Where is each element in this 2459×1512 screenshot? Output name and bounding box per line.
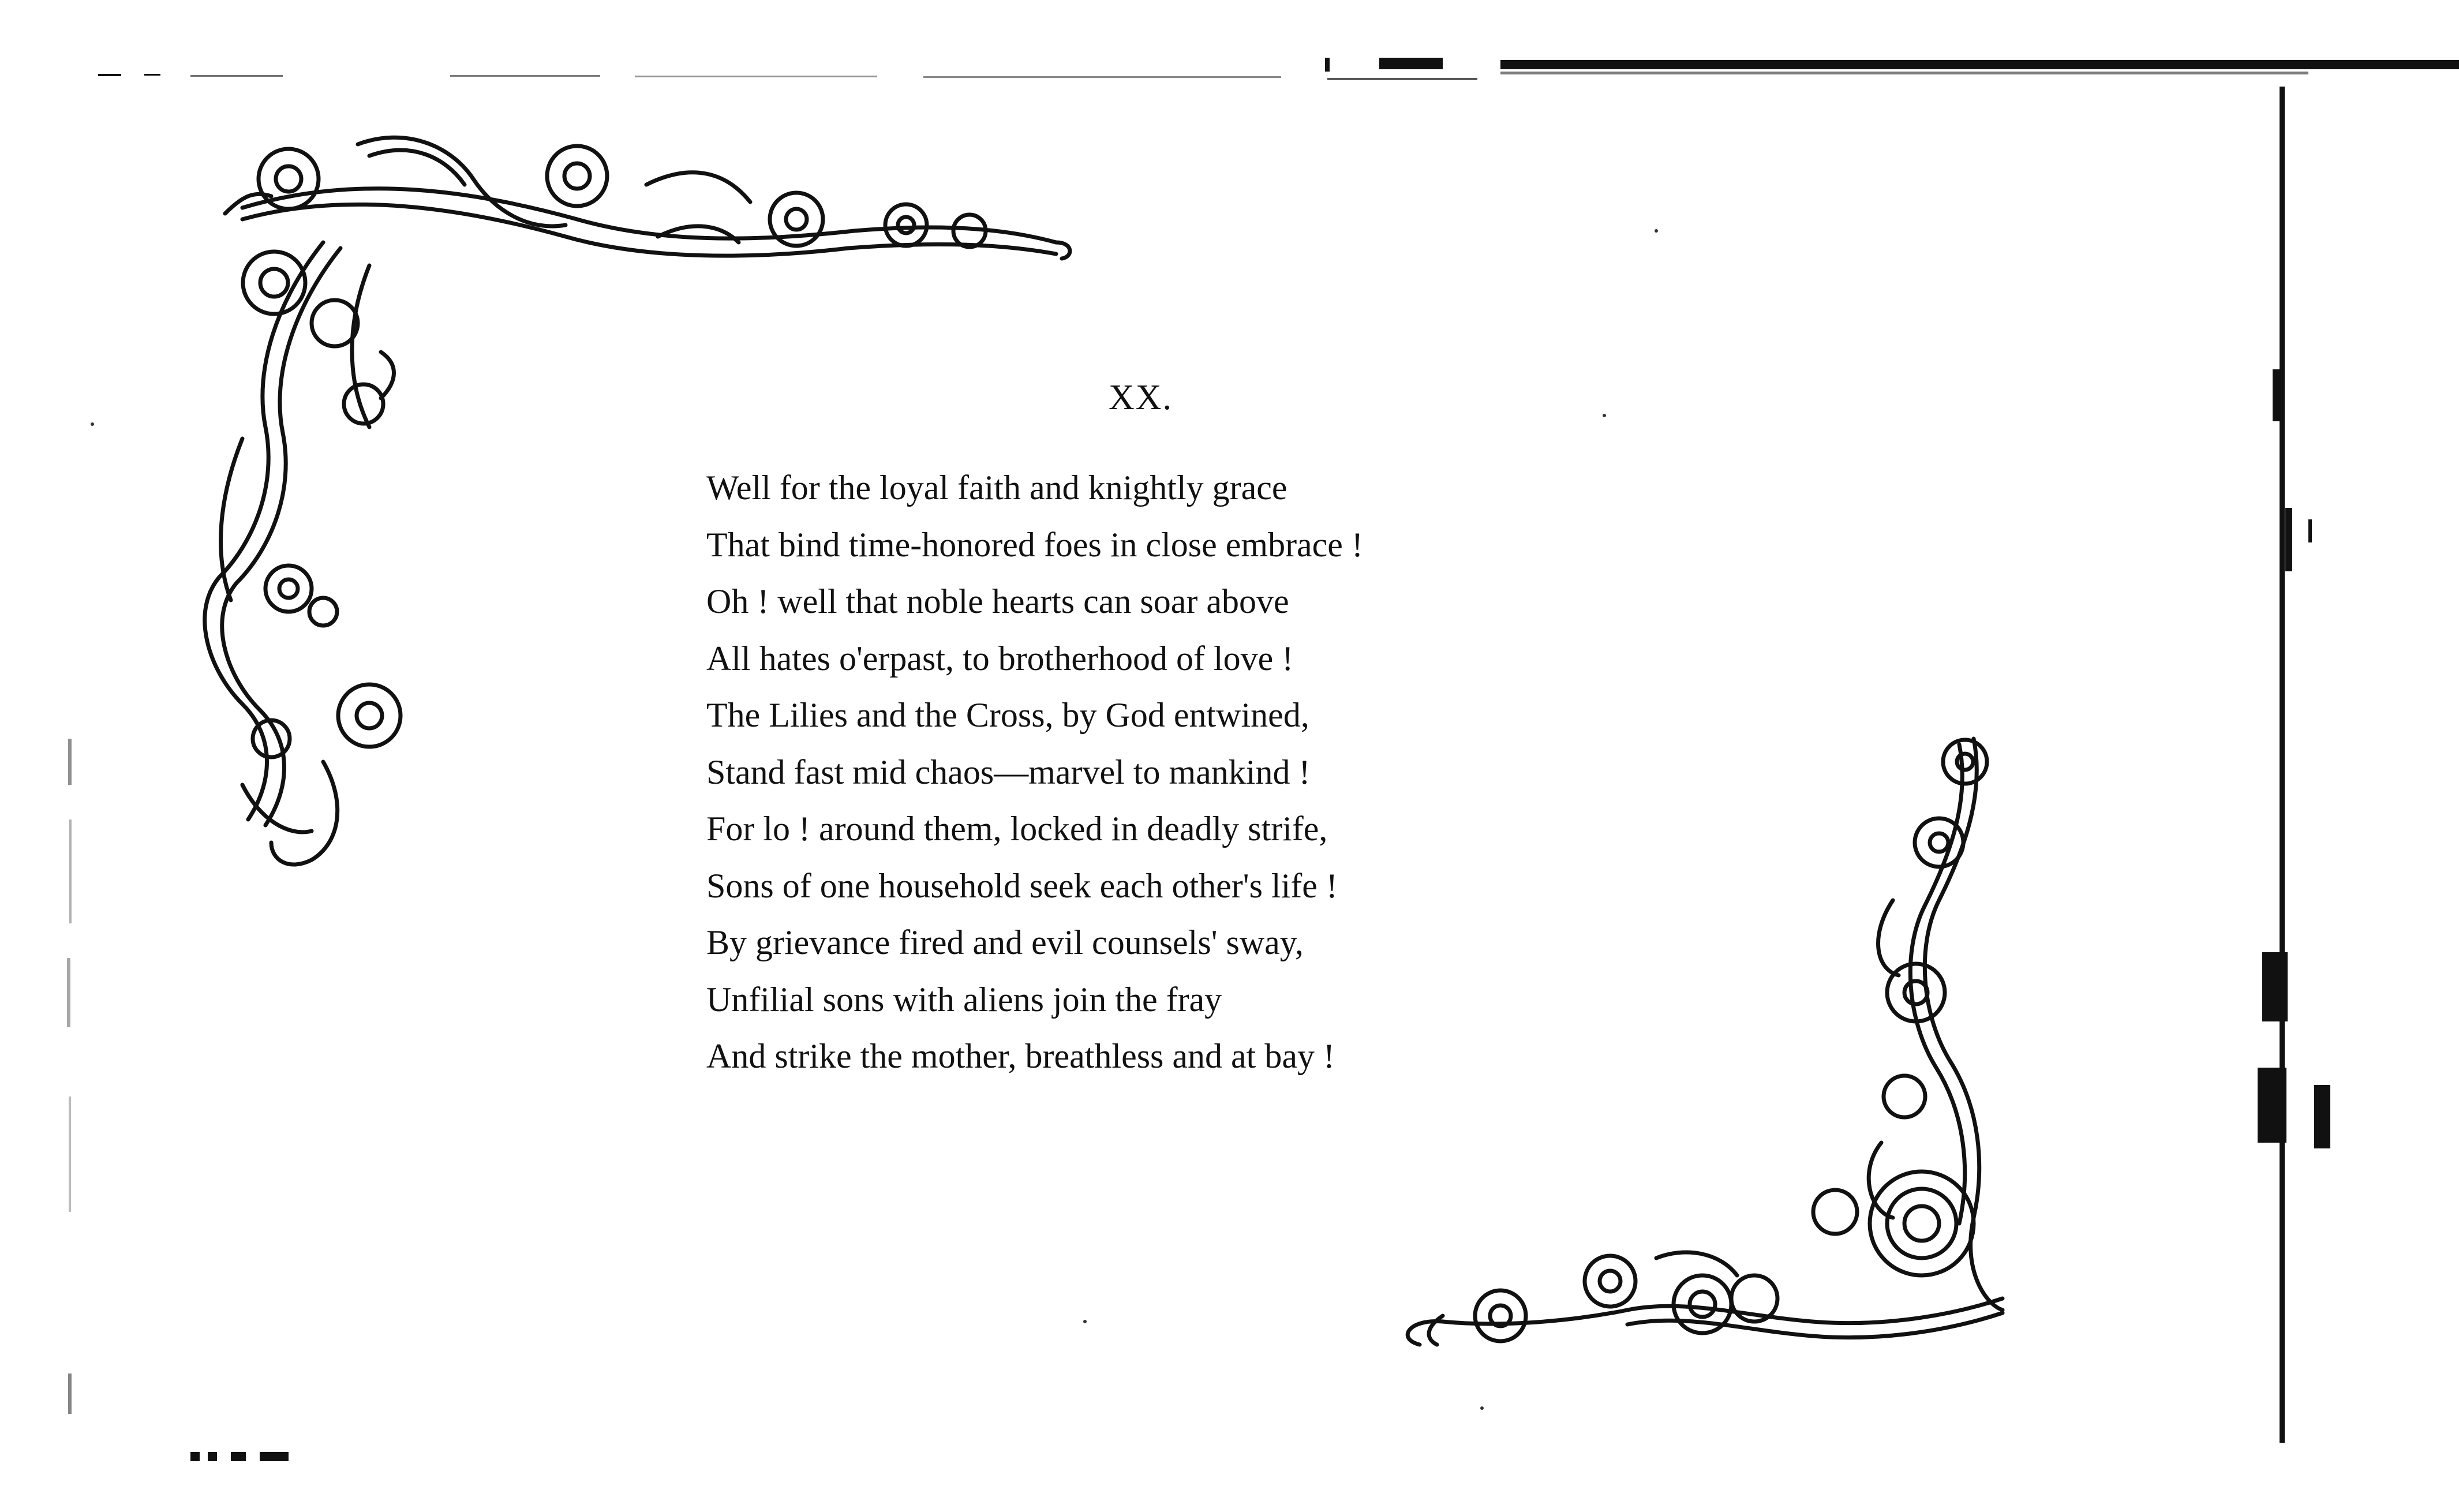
section-numeral: XX. bbox=[1109, 378, 1173, 417]
verse-line-3: Oh ! well that noble hearts can soar above bbox=[706, 582, 1289, 620]
left-edge-speckle bbox=[67, 739, 72, 1414]
verse-line-6: Stand fast mid chaos—marvel to mankind ! bbox=[706, 753, 1311, 791]
verse-line-9: By grievance fired and evil counsels' sway, bbox=[706, 923, 1304, 961]
verse-line-5: The Lilies and the Cross, by God entwined, bbox=[706, 696, 1309, 734]
verse-line-7: For lo ! around them, locked in deadly strife, bbox=[706, 810, 1328, 848]
verse-block bbox=[706, 459, 1363, 1085]
bottom-left-marks bbox=[190, 1452, 289, 1461]
verse-line-11: And strike the mother, breathless and at bay ! bbox=[706, 1037, 1335, 1075]
verse-line-8: Sons of one household seek each other's life ! bbox=[706, 866, 1338, 905]
verse-line-2: That bind time-honored foes in close embrace ! bbox=[706, 525, 1363, 564]
bottom-right-ornament bbox=[1408, 739, 2003, 1345]
top-edge-marks bbox=[98, 58, 2459, 80]
verse-line-1: Well for the loyal faith and knightly grace bbox=[706, 469, 1287, 507]
verse-line-10: Unfilial sons with aliens join the fray bbox=[706, 980, 1222, 1019]
right-edge-fold bbox=[2258, 87, 2330, 1443]
verse-line-4: All hates o'erpast, to brotherhood of love ! bbox=[706, 639, 1294, 678]
